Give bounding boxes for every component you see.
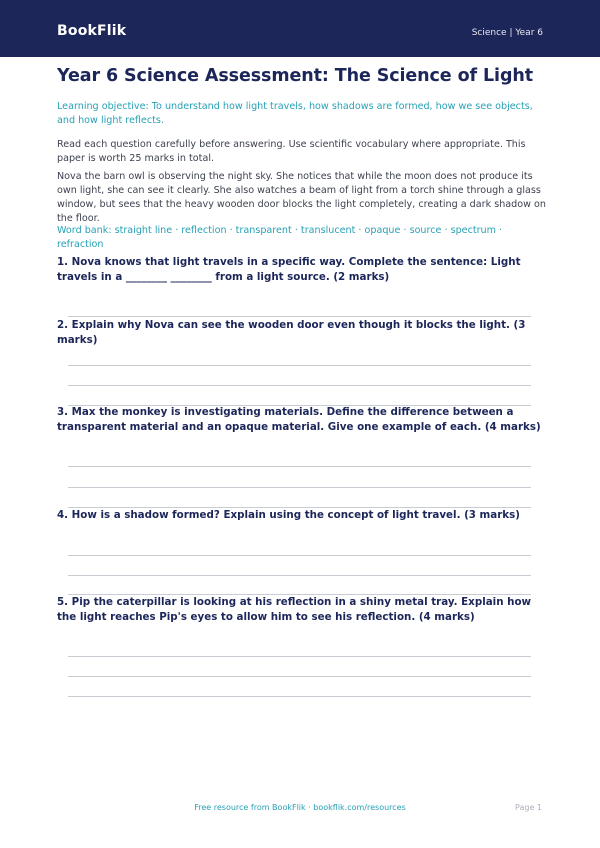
- question-2: 2. Explain why Nova can see the wooden door even though it blocks the light. (3 marks): [57, 319, 526, 346]
- story-text: Nova the barn owl is observing the night sky. She notices that while the moon does not produce its own light, she can see it clearly. She also watches a beam of light from a torch shine through a glass window, but sees that the heavy wooden door blocks the light completely, creating a dark shadow on the floor.: [57, 171, 546, 224]
- question-4: 4. How is a shadow formed? Explain using the concept of light travel. (3 marks): [57, 509, 520, 521]
- answer-line[interactable]: [68, 555, 531, 556]
- header-bar: [0, 0, 600, 57]
- answer-line[interactable]: [68, 575, 531, 576]
- answer-line: [68, 316, 531, 317]
- answer-line[interactable]: [68, 487, 531, 488]
- question-3: 3. Max the monkey is investigating materials. Define the difference between a transparent material and an opaque material. Give one example of each. (4 marks): [57, 406, 541, 433]
- answer-line[interactable]: [68, 466, 531, 467]
- brand-logo[interactable]: BookFlik: [57, 23, 127, 39]
- instructions-text: Read each question carefully before answering. Use scientific vocabulary where appropriate. This paper is worth 25 marks in total.: [57, 139, 526, 164]
- footer-link[interactable]: Free resource from BookFlik · bookflik.com/resources: [194, 803, 406, 812]
- answer-line[interactable]: [68, 676, 531, 677]
- learning-objective: Learning objective: To understand how light travels, how shadows are formed, how we see objects, and how light reflects.: [57, 101, 533, 126]
- subject-year-label: Science | Year 6: [471, 28, 543, 38]
- answer-line[interactable]: [68, 385, 531, 386]
- page-title: Year 6 Science Assessment: The Science of Light: [57, 66, 533, 86]
- answer-line[interactable]: [68, 365, 531, 366]
- page-number: Page 1: [515, 803, 542, 812]
- answer-line[interactable]: [68, 696, 531, 697]
- answer-line[interactable]: [68, 656, 531, 657]
- word-bank: Word bank: straight line · reflection · transparent · translucent · opaque · source · spectrum · refraction: [57, 225, 503, 250]
- question-1: 1. Nova knows that light travels in a specific way. Complete the sentence: Light travels in a ________ ________ from a light source. (2 marks): [57, 256, 521, 283]
- question-5: 5. Pip the caterpillar is looking at his reflection in a shiny metal tray. Explain how the light reaches Pip's eyes to allow him to see his reflection. (4 marks): [57, 596, 532, 623]
